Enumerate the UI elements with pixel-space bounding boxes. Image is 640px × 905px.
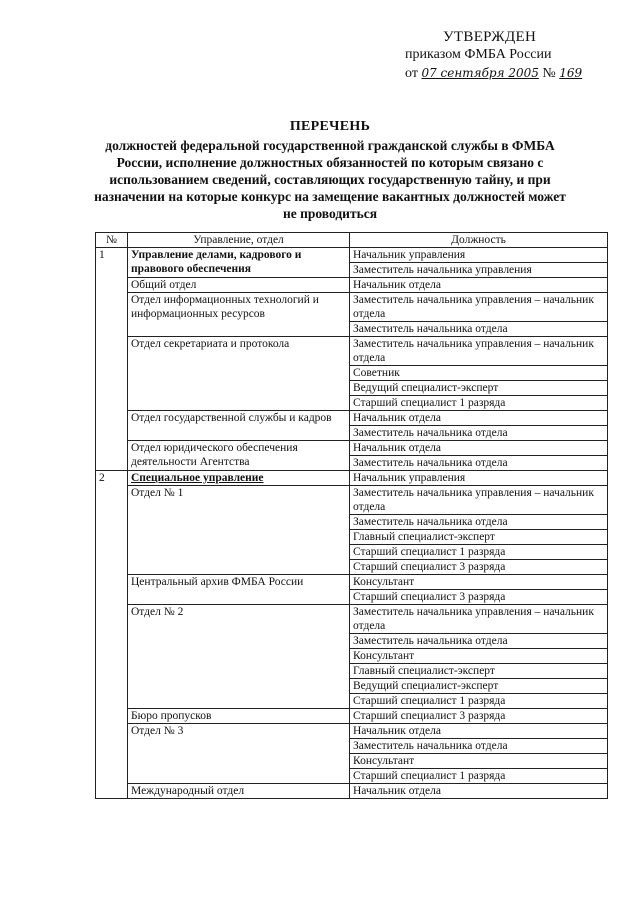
position-title: Консультант — [350, 649, 608, 664]
position-title: Заместитель начальника управления – начальник отдела — [350, 486, 608, 515]
position-title: Старший специалист 3 разряда — [350, 560, 608, 575]
table-row — [96, 486, 608, 515]
position-title: Ведущий специалист-эксперт — [350, 679, 608, 694]
position-title: Заместитель начальника управления — [350, 263, 608, 278]
position-title: Ведущий специалист-эксперт — [350, 381, 608, 396]
position-title: Заместитель начальника управления – начальник отдела — [350, 605, 608, 634]
table-row — [96, 293, 608, 322]
approval-from-label: от — [405, 66, 418, 81]
section-number: 1 — [96, 248, 128, 471]
table-row — [96, 337, 608, 366]
position-title: Старший специалист 3 разряда — [350, 590, 608, 605]
table-row — [96, 441, 608, 456]
position-title: Начальник управления — [350, 471, 608, 486]
department-name: Управление делами, кадрового и правового обеспечения — [128, 248, 350, 278]
department-name: Специальное управление — [128, 471, 350, 486]
position-title: Советник — [350, 366, 608, 381]
position-title: Заместитель начальника управления – начальник отдела — [350, 337, 608, 366]
document-title: ПЕРЕЧЕНЬ — [289, 119, 371, 134]
header-position: Должность — [350, 233, 608, 248]
table-row — [96, 248, 608, 263]
department-name: Центральный архив ФМБА России — [128, 575, 350, 605]
table-row — [96, 784, 608, 799]
position-title: Консультант — [350, 575, 608, 590]
section-number: 2 — [96, 471, 128, 799]
document-heading — [90, 118, 570, 222]
position-title: Начальник отдела — [350, 724, 608, 739]
position-title: Начальник отдела — [350, 784, 608, 799]
table-row — [96, 278, 608, 293]
approval-date: 07 сентября 2005 — [421, 66, 539, 80]
department-name: Отдел № 2 — [128, 605, 350, 709]
table-row — [96, 605, 608, 634]
position-title: Заместитель начальника отдела — [350, 515, 608, 530]
position-title: Старший специалист 3 разряда — [350, 709, 608, 724]
header-department: Управление, отдел — [128, 233, 350, 248]
table-row — [96, 709, 608, 724]
position-title: Начальник отдела — [350, 278, 608, 293]
department-name: Отдел № 1 — [128, 486, 350, 575]
department-name: Общий отдел — [128, 278, 350, 293]
department-name: Отдел № 3 — [128, 724, 350, 784]
approval-title: УТВЕРЖДЕН — [443, 29, 537, 45]
department-name: Отдел государственной службы и кадров — [128, 411, 350, 441]
position-title: Старший специалист 1 разряда — [350, 396, 608, 411]
position-title: Заместитель начальника отдела — [350, 322, 608, 337]
department-name: Международный отдел — [128, 784, 350, 799]
position-title: Заместитель начальника управления – начальник отдела — [350, 293, 608, 322]
position-title: Главный специалист-эксперт — [350, 664, 608, 679]
position-title: Старший специалист 1 разряда — [350, 694, 608, 709]
approval-number: 169 — [559, 66, 583, 80]
header-num: № — [96, 233, 128, 248]
position-title: Начальник отдела — [350, 441, 608, 456]
approval-order: приказом ФМБА России — [405, 47, 552, 62]
table-row — [96, 575, 608, 590]
document-subtitle: должностей федеральной государственной гражданской службы в ФМБА России, исполнение должностных обязанностей по которым связано с использованием сведений, составляющих государственную тайну, и при назначении на которые конкурс на замещение вакантных должностей может не проводиться — [94, 138, 566, 221]
position-title: Консультант — [350, 754, 608, 769]
approval-stamp — [405, 28, 605, 83]
table-row — [96, 471, 608, 486]
position-title: Заместитель начальника отдела — [350, 426, 608, 441]
position-title: Старший специалист 1 разряда — [350, 545, 608, 560]
position-title: Главный специалист-эксперт — [350, 530, 608, 545]
position-title: Начальник отдела — [350, 411, 608, 426]
department-name: Отдел секретариата и протокола — [128, 337, 350, 411]
department-name: Отдел юридического обеспечения деятельности Агентства — [128, 441, 350, 471]
table-header-row — [96, 233, 608, 248]
table-body — [96, 248, 608, 799]
approval-date-line — [405, 64, 605, 83]
department-name: Отдел информационных технологий и информационных ресурсов — [128, 293, 350, 337]
approval-number-label: № — [542, 66, 556, 81]
position-title: Старший специалист 1 разряда — [350, 769, 608, 784]
positions-table — [95, 232, 608, 799]
table-row — [96, 411, 608, 426]
position-title: Заместитель начальника отдела — [350, 739, 608, 754]
position-title: Заместитель начальника отдела — [350, 634, 608, 649]
position-title: Начальник управления — [350, 248, 608, 263]
table-row — [96, 724, 608, 739]
position-title: Заместитель начальника отдела — [350, 456, 608, 471]
department-name: Бюро пропусков — [128, 709, 350, 724]
